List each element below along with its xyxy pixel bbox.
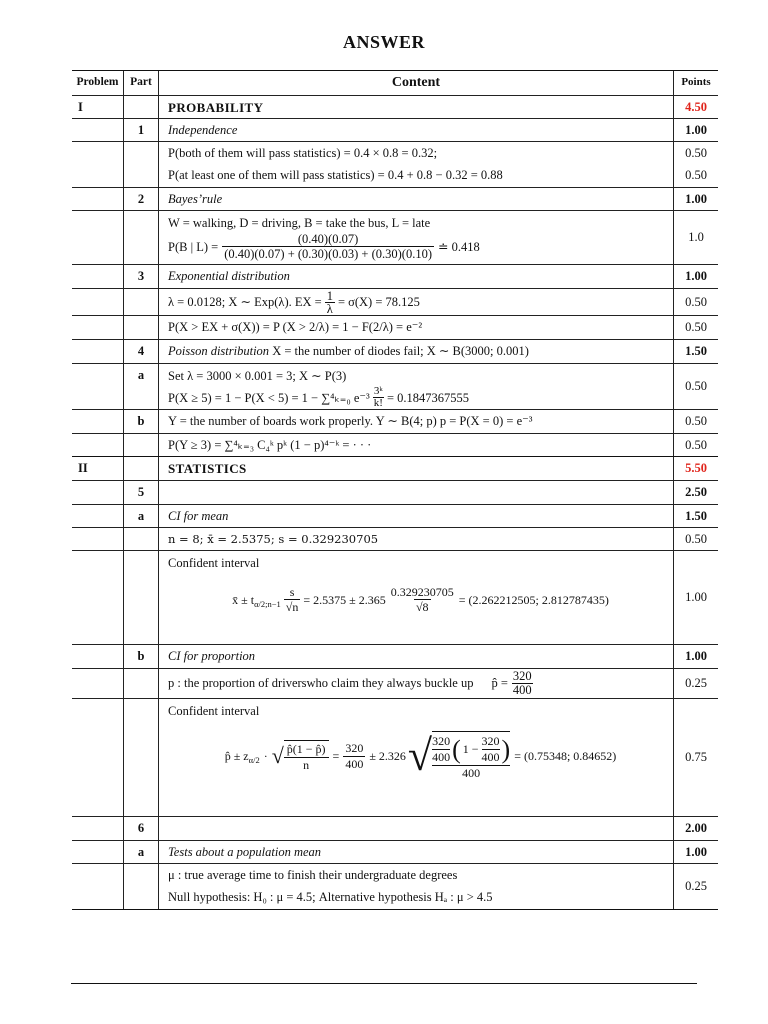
line-points: 0.75 (685, 750, 707, 764)
fraction (512, 670, 533, 697)
content-row (72, 409, 718, 433)
part-number: a (124, 364, 159, 409)
formula-text: 1 − (462, 742, 479, 756)
fraction (284, 740, 329, 773)
fraction-numerator: 320 (345, 740, 364, 755)
part-row-5 (72, 480, 718, 504)
paren-close: ) (501, 735, 511, 764)
fraction (284, 585, 301, 614)
ci-formula (168, 585, 673, 614)
fraction-numerator: p̂(1 − p̂) (286, 741, 326, 756)
bayes-formula (168, 232, 673, 261)
part-title: CI for mean (159, 505, 674, 527)
content-line: P(both of them will pass statistics) = 0.4 × 0.8 = 0.32; (159, 142, 674, 164)
content-row (72, 668, 718, 698)
fraction (482, 734, 500, 765)
content-row (72, 288, 718, 315)
formula-subscript: α/2;n−1 (254, 598, 281, 609)
content-row (72, 210, 718, 264)
fraction-denominator: √8 (415, 600, 429, 614)
footer-rule (71, 983, 697, 984)
fraction (432, 734, 450, 765)
content-line: Confident interval (168, 704, 260, 718)
line-points: 0.50 (685, 379, 707, 393)
fraction-denominator: λ (326, 301, 333, 316)
fraction-numerator (432, 734, 510, 765)
section-row-probability (72, 95, 718, 118)
fraction-numerator: 3ᵏ (373, 385, 383, 397)
content-line: P(X > EX + σ(X)) = P (X > 2/λ) = 1 − F(2/λ) = e⁻² (159, 316, 674, 339)
phat-label: p̂ = (491, 676, 508, 690)
part-row-5b (72, 644, 718, 668)
part-points: 1.00 (685, 649, 707, 663)
fraction (432, 731, 510, 781)
part-number: b (124, 645, 159, 668)
line-points: 0.50 (685, 146, 707, 160)
formula-eq: = (332, 749, 340, 763)
section-row-statistics (72, 456, 718, 480)
fraction-denominator: 400 (481, 750, 500, 764)
part-row-1 (72, 118, 718, 141)
content-line: P(at least one of them will pass statistics) = 0.4 + 0.8 − 0.32 = 0.88 (159, 164, 674, 187)
line-points: 0.50 (685, 438, 707, 452)
fraction-denominator: k! (373, 397, 383, 409)
paren-open: ( (452, 735, 461, 764)
content-line: Set λ = 3000 × 0.001 = 3; X ∼ P(3) (168, 369, 347, 383)
fraction-numerator: 320 (432, 734, 451, 748)
ci-formula (168, 731, 673, 781)
part-number: a (124, 505, 159, 527)
sqrt-sign: √ (407, 731, 433, 780)
page-title: ANSWER (342, 32, 425, 52)
header-problem: Problem (72, 71, 124, 95)
content-line: = σ(X) = 78.125 (337, 294, 420, 309)
part-points: 1.00 (685, 192, 707, 206)
fraction-numerator: (0.40)(0.07) (297, 232, 359, 246)
content-row (72, 550, 718, 644)
section-points: 4.50 (685, 100, 707, 114)
section-points: 5.50 (685, 461, 707, 475)
header-content: Content (159, 71, 674, 95)
formula-lhs: p̂ ± z (224, 749, 249, 763)
part-points: 2.00 (685, 821, 707, 835)
section-number: I (72, 96, 124, 118)
fraction-numerator: 1 (326, 288, 333, 303)
formula-rhs: = (2.262212505; 2.812787435) (458, 592, 609, 607)
fraction-numerator: 320 (512, 669, 532, 683)
content-row (72, 363, 718, 409)
part-title: Exponential distribution (159, 265, 674, 288)
table-header (72, 71, 718, 95)
line-points: 0.50 (685, 168, 707, 182)
fraction (222, 232, 434, 261)
part-title: Bayes’rule (159, 188, 674, 210)
part-row-6 (72, 816, 718, 840)
line-points: 1.00 (685, 590, 707, 604)
fraction-denominator: 400 (432, 750, 451, 764)
content-line: W = walking, D = driving, B = take the bus, L = late (168, 216, 431, 230)
content-line: P(X ≥ 5) = 1 − P(X < 5) = 1 − ∑⁴ₖ₌₀ e⁻³ (168, 390, 370, 405)
content-line: n = 8; x̄ = 2.5375; s = 0.329230705 (159, 528, 674, 550)
formula-subscript: α/2 (248, 755, 260, 765)
content-line: Confident interval (168, 556, 260, 570)
content-row (72, 315, 718, 339)
section-title: PROBABILITY (159, 96, 674, 118)
line-points: 0.50 (685, 320, 707, 334)
part-points: 1.50 (685, 509, 707, 523)
line-points: 0.50 (685, 294, 707, 309)
content-line: Y = the number of boards work properly. Y ∼ B(4; p) p = P(X = 0) = e⁻³ (159, 410, 674, 433)
fraction (389, 585, 456, 614)
content-line: p : the proportion of driverswho claim they always buckle up (168, 676, 474, 690)
fraction-numerator: 320 (481, 734, 500, 748)
formula-dot: · (263, 749, 268, 763)
part-title: CI for proportion (159, 645, 674, 668)
line-points: 0.50 (685, 532, 707, 546)
part-number: 3 (124, 265, 159, 288)
content-line: = 0.1847367555 (386, 390, 470, 405)
part-number: 6 (124, 817, 159, 840)
formula-mid: = 2.5375 ± 2.365 (303, 592, 386, 607)
part-row-5a (72, 504, 718, 527)
fraction-denominator: 400 (432, 765, 510, 781)
part-points: 1.50 (685, 344, 707, 358)
part-points: 1.00 (685, 123, 707, 137)
section-title: STATISTICS (159, 457, 674, 480)
part-row-3 (72, 264, 718, 288)
content-line: μ : true average time to finish their undergraduate degrees (168, 868, 458, 882)
part-title: Independence (159, 119, 674, 141)
content-row (72, 433, 718, 456)
content-row (72, 698, 718, 816)
part-number: 1 (124, 119, 159, 141)
part-title: Tests about a population mean (159, 841, 674, 863)
fraction-denominator: (0.40)(0.07) + (0.30)(0.03) + (0.30)(0.10) (224, 247, 432, 261)
content-line: λ = 0.0128; X ∼ Exp(λ). EX = (168, 294, 322, 309)
fraction-numerator: s (289, 585, 295, 599)
part-number: 5 (124, 481, 159, 504)
content-row (72, 863, 718, 909)
part-row-4 (72, 339, 718, 363)
sqrt-sign: √ (271, 743, 284, 768)
content-row (72, 141, 718, 164)
fraction-denominator: 400 (345, 756, 364, 771)
section-number: II (72, 457, 124, 480)
header-points: Points (681, 76, 711, 88)
line-points: 0.25 (685, 676, 707, 690)
fraction (325, 290, 335, 315)
part-points: 1.00 (685, 845, 707, 859)
fraction (373, 386, 384, 409)
part-number: 2 (124, 188, 159, 210)
line-points: 1.0 (688, 230, 704, 244)
fraction-denominator: n (284, 757, 329, 773)
fraction-numerator: 0.329230705 (390, 585, 454, 599)
formula-pm: ± 2.326 (369, 749, 406, 763)
content-line: Null hypothesis: H₀ : μ = 4.5; Alternative hypothesis Hₐ : μ > 4.5 (168, 890, 493, 904)
fraction-denominator: √n (285, 600, 299, 614)
part-number: 4 (124, 340, 159, 363)
header-part: Part (124, 71, 159, 95)
part-title: Poisson distribution (168, 344, 270, 358)
formula-lhs: x̄ ± t (232, 592, 255, 607)
part-title-rest: X = the number of diodes fail; X ∼ B(3000; 0.001) (269, 344, 529, 358)
formula-rhs: ≐ 0.418 (438, 239, 480, 254)
content-row (72, 527, 718, 550)
answer-table (72, 70, 718, 910)
part-number: a (124, 841, 159, 863)
fraction-denominator: 400 (512, 683, 532, 697)
line-points: 0.25 (685, 879, 707, 893)
fraction (343, 741, 365, 772)
part-row-6a (72, 840, 718, 863)
part-points: 2.50 (685, 485, 707, 499)
content-row (72, 164, 718, 187)
content-line: P(Y ≥ 3) = ∑⁴ₖ₌₃ C₄ᵏ pᵏ (1 − p)⁴⁻ᵏ = · · · (159, 434, 674, 456)
formula-rhs: = (0.75348; 0.84652) (514, 749, 617, 763)
part-number: b (124, 410, 159, 433)
part-row-2 (72, 187, 718, 210)
line-points: 0.50 (685, 414, 707, 428)
part-points: 1.00 (685, 269, 707, 283)
formula-lhs: P(B | L) = (168, 239, 219, 254)
